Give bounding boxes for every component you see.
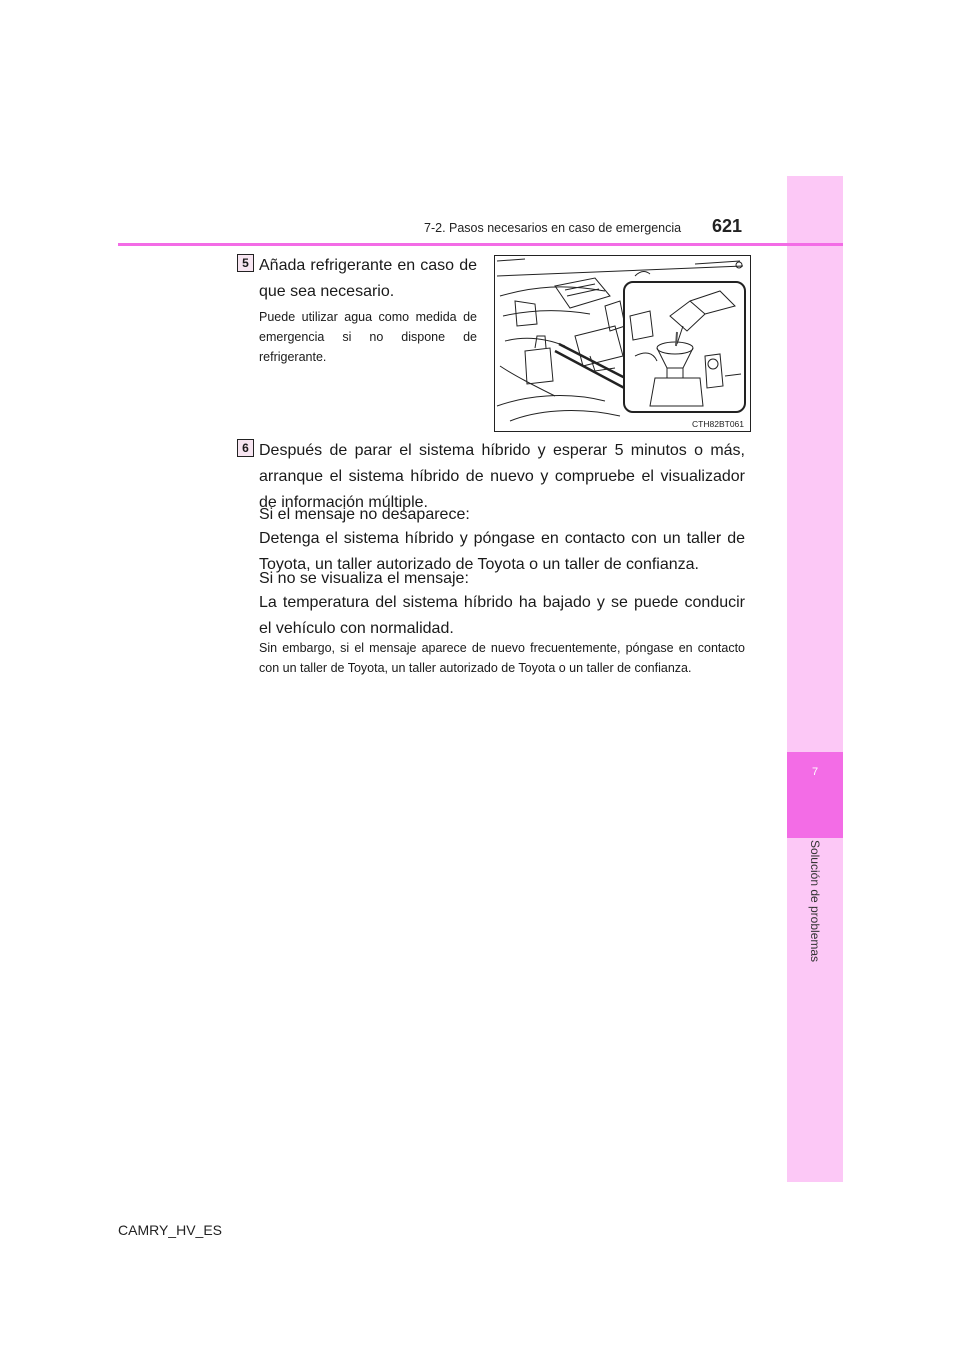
- case-1-heading: Si el mensaje no desaparece:: [259, 506, 470, 523]
- page-number: 621: [712, 216, 743, 236]
- case-1-text: Detenga el sistema híbrido y póngase en contacto con un taller de Toyota, un taller autorizado de Toyota o un taller de confianza.: [259, 530, 745, 573]
- chapter-side-tab: [787, 176, 843, 1182]
- chapter-title-vertical: [787, 839, 843, 963]
- coolant-refill-figure: [494, 255, 751, 432]
- step-5-text: Añada refrigerante en caso de que sea necesario.: [259, 257, 477, 300]
- step-5-note: Puede utilizar agua como medida de emergencia si no dispone de refrigerante.: [259, 310, 477, 364]
- header-rule: [118, 243, 843, 246]
- step-6-badge: 6: [237, 439, 254, 457]
- step-6-note: Sin embargo, si el mensaje aparece de nuevo frecuentemente, póngase en contacto con un taller de Toyota, un taller autorizado de Toyota o un taller de confianza.: [259, 641, 745, 675]
- coolant-refill-illustration-icon: [495, 256, 750, 431]
- model-code: CAMRY_HV_ES: [118, 1222, 223, 1238]
- case-2-text: La temperatura del sistema híbrido ha bajado y se puede conducir el vehículo con normalidad.: [259, 594, 745, 637]
- section-title: 7-2. Pasos necesarios en caso de emergencia: [424, 221, 682, 235]
- figure-code: CTH82BT061: [692, 419, 744, 429]
- chapter-number-block: [787, 752, 843, 838]
- case-2-heading: Si no se visualiza el mensaje:: [259, 570, 469, 587]
- step-6-text: Después de parar el sistema híbrido y esperar 5 minutos o más, arranque el sistema híbrido de nuevo y compruebe el visualizador de información múltiple.: [259, 442, 745, 511]
- chapter-number: 7: [811, 766, 819, 778]
- chapter-title: Solución de problemas: [808, 839, 822, 963]
- step-5-badge: 5: [237, 254, 254, 272]
